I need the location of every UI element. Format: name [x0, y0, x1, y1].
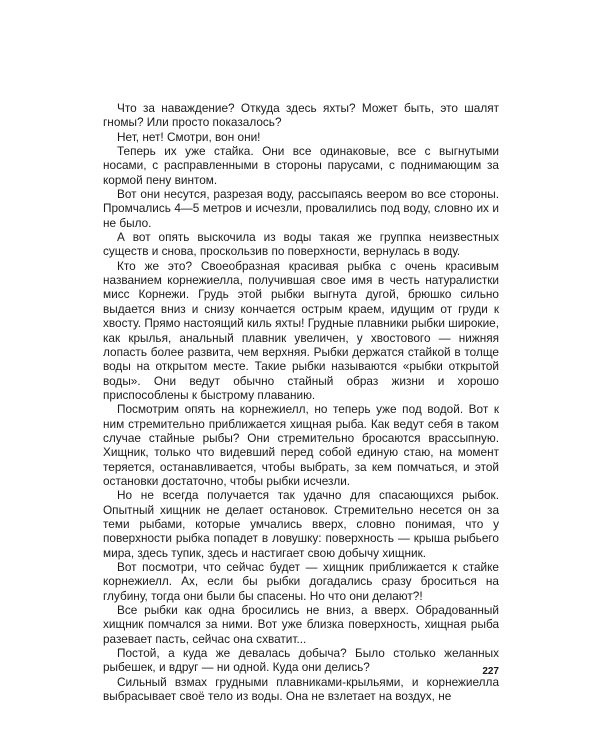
paragraph: Что за наваждение? Откуда здесь яхты? Может быть, это шалят гномы? Или просто показалось?: [103, 101, 499, 130]
body-text: [103, 101, 499, 703]
paragraph: А вот опять выскочила из воды такая же группка неизвестных существ и снова, проскользив по поверхности, вернулась в воду.: [103, 230, 499, 259]
paragraph: Сильный взмах грудными плавниками-крыльями, и корнежиелла выбрасывает своё тело из воды. Она не взлетает на воздух, не: [103, 674, 499, 704]
page-number: 227: [482, 666, 499, 677]
paragraph: Вот они несутся, разрезая воду, рассыпаясь веером во все стороны. Промчались 4—5 метров и исчезли, провалились под воду, словно их и не было.: [103, 187, 499, 230]
paragraph: Все рыбки как одна бросились не вниз, а вверх. Обрадованный хищник помчался за ними. Вот уже близка поверхность, хищная рыба разевает пасть, сейчас она схватит...: [103, 603, 499, 646]
paragraph: Кто же это? Своеобразная красивая рыбка с очень красивым названием корнежиелла, получившая свое имя в честь натуралистки мисс Корнежи. Грудь этой рыбки выгнута дугой, брюшко сильно выдается вниз и снизу кончается острым краем, идущим от груди к хвосту. Прямо настоящий киль яхты! Грудные плавники рыбки широкие, как крылья, анальный плавник увеличен, у хвостового — нижняя лопасть более развита, чем верхняя. Рыбки держатся стайкой в толще воды на открытом месте. Такие рыбки называются «рыбки открытой воды». Они ведут обычно стайный образ жизни и хорошо приспособлены к быстрому плаванию.: [103, 258, 499, 402]
paragraph: Но не всегда получается так удачно для спасающихся рыбок. Опытный хищник не делает остановок. Стремительно несется он за теми рыбами, которые умчались вверх, словно понимая, что у поверхности рыбка попадет в ловушку: поверхность — крыша рыбьего мира, здесь тупик, здесь и настигает свою добычу хищник.: [103, 488, 499, 560]
paragraph: Постой, а куда же девалась добыча? Было столько желанных рыбешек, и вдруг — ни одной. Куда они делись?: [103, 646, 499, 675]
paragraph: Вот посмотри, что сейчас будет — хищник приближается к стайке корнежиелл. Ах, если бы рыбки догадались сразу броситься на глубину, тогда они были бы спасены. Но что они делают?!: [103, 560, 499, 603]
paragraph: Нет, нет! Смотри, вон они!: [117, 129, 261, 144]
paragraph: Посмотрим опять на корнежиелл, но теперь уже под водой. Вот к ним стремительно приближается хищная рыба. Как ведут себя в таком случае стайные рыбы? Они стремительно бросаются врассыпную. Хищник, только что видевший перед собой единую стаю, на момент теряется, останавливается, чтобы выбрать, за кем помчаться, и этой остановки достаточно, чтобы рыбки исчезли.: [103, 402, 499, 488]
paragraph: Теперь их уже стайка. Они все одинаковые, все с выгнутыми носами, с расправленными в стороны парусами, с поднимающим за кормой пену винтом.: [103, 144, 499, 187]
